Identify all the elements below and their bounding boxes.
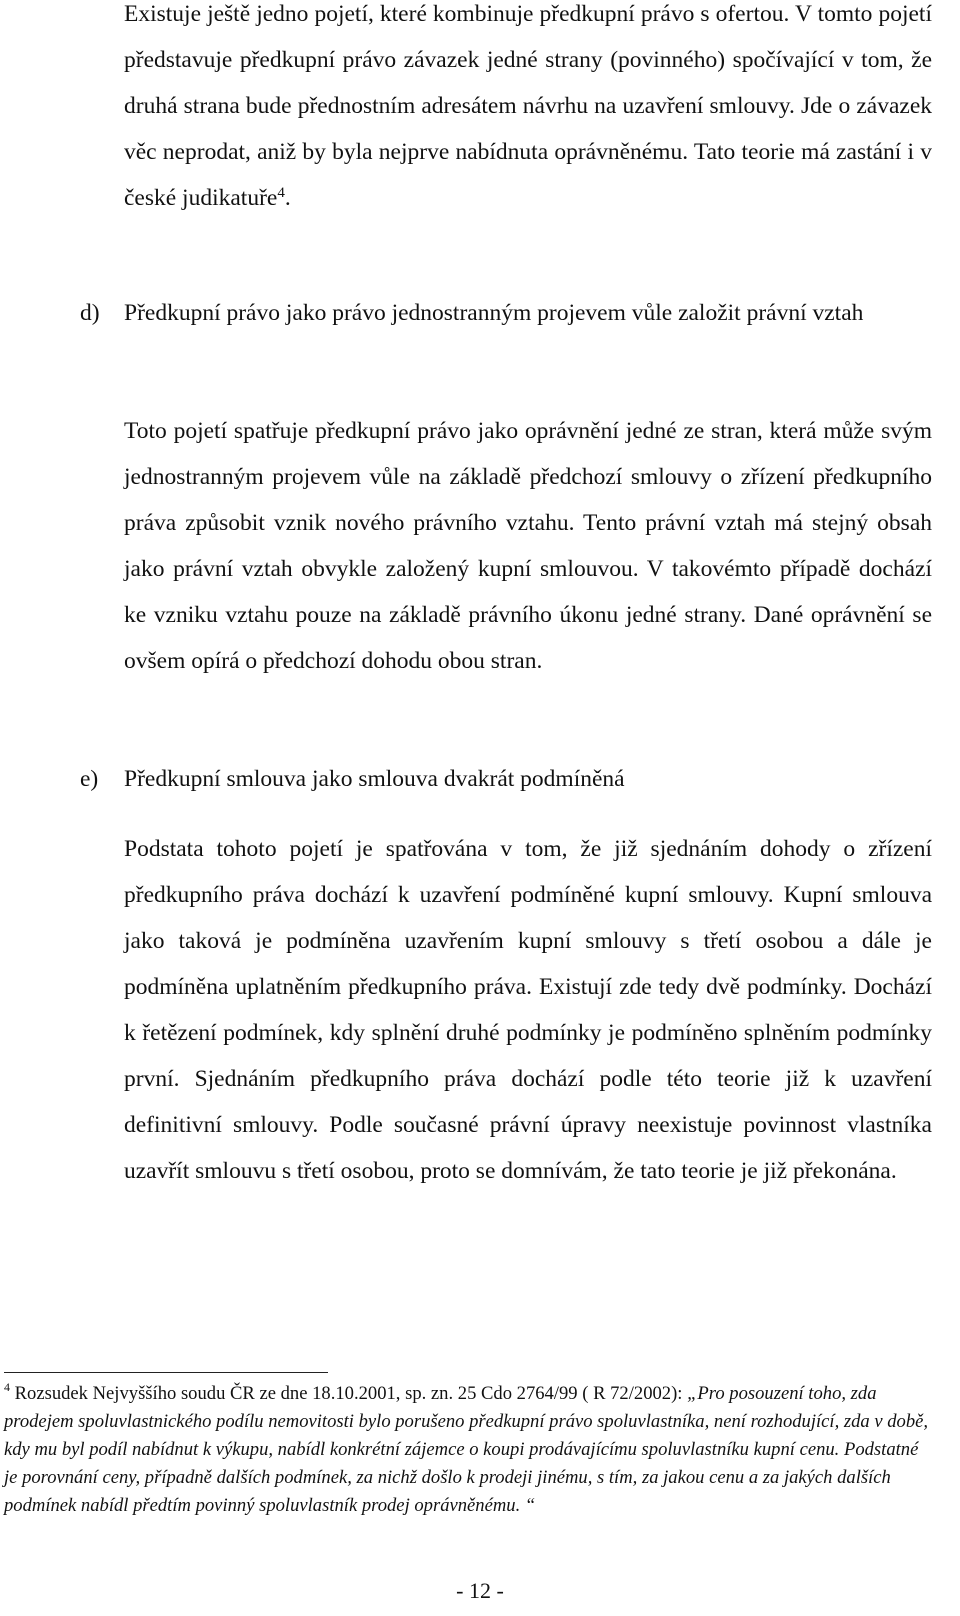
section-d-body: Toto pojetí spatřuje předkupní právo jako oprávnění jedné ze stran, která může svým jednostranným projevem vůle na základě předchozí smlouvy o zřízení předkupního práva způsobit vznik nového právního vztahu. Tento právní vztah má stejný obsah jako právní vztah obvykle založený kupní smlouvou. V takovémto případě dochází ke vzniku vztahu pouze na základě právního úkonu jedné strany. Dané oprávnění se ovšem opírá o předchozí dohodu obou stran. xyxy=(124,418,932,674)
footnote-quote: „Pro posouzení toho, zda prodejem spoluvlastnického podílu nemovitosti bylo porušeno předkupní právo spoluvlastníka, není rozhodující, zda v době, kdy mu byl podíl nabídnut k výkupu, nabídl konkrétní zájemce o koupi prodávajícímu spoluvlastníku kupní cenu. Podstatné je porovnání ceny, případně dalších podmínek, za nichž došlo k prodeji jinému, s tím, za jakou cenu a za jakých dalších podmínek nabídl předtím povinný spoluvlastník prodej oprávněnému. “ xyxy=(4,1383,929,1516)
intro-tail: . xyxy=(284,185,291,211)
section-d-heading xyxy=(80,290,940,336)
footnote-divider xyxy=(4,1372,328,1373)
page-number: - 12 - xyxy=(456,1578,504,1603)
section-e-body: Podstata tohoto pojetí je spatřována v tom, že již sjednáním dohody o zřízení předkupního práva dochází k uzavření podmíněné kupní smlouvy. Kupní smlouva jako taková je podmíněna uzavřením kupní smlouvy s třetí osobou a dále je podmíněna uplatněním předkupního práva. Existují zde tedy dvě podmínky. Dochází k řetězení podmínek, kdy splnění druhé podmínky je podmíněno splněním podmínky první. Sjednáním předkupního práva dochází podle této teorie již k uzavření definitivní smlouvy. Podle současné právní úpravy neexistuje povinnost vlastníka uzavřít smlouvu s třetí osobou, proto se domnívám, že tato teorie je již překonána. xyxy=(124,836,932,1184)
section-d-title: Předkupní právo jako právo jednostranným projevem vůle založit právní vztah xyxy=(124,300,864,326)
footnote-citation: Rozsudek Nejvyššího soudu ČR ze dne 18.10.2001, sp. zn. 25 Cdo 2764/99 ( R 72/2002): xyxy=(10,1383,688,1404)
section-e-title: Předkupní smlouva jako smlouva dvakrát podmíněná xyxy=(124,766,625,792)
section-e-heading xyxy=(80,756,940,802)
section-d-marker: d) xyxy=(80,300,100,326)
footnote-number: 4 xyxy=(4,1380,10,1394)
intro-paragraph xyxy=(124,0,932,221)
footnote-reference[interactable]: 4 xyxy=(277,185,285,201)
footnote xyxy=(4,1380,934,1520)
intro-text: Existuje ještě jedno pojetí, které kombinuje předkupní právo s ofertou. V tomto pojetí představuje předkupní právo závazek jedné strany (povinného) spočívající v tom, že druhá strana bude přednostním adresátem návrhu na uzavření smlouvy. Jde o závazek věc neprodat, aniž by byla nejprve nabídnuta oprávněnému. Tato teorie má zastání i v české judikatuře xyxy=(124,1,932,211)
section-e-marker: e) xyxy=(80,766,99,792)
